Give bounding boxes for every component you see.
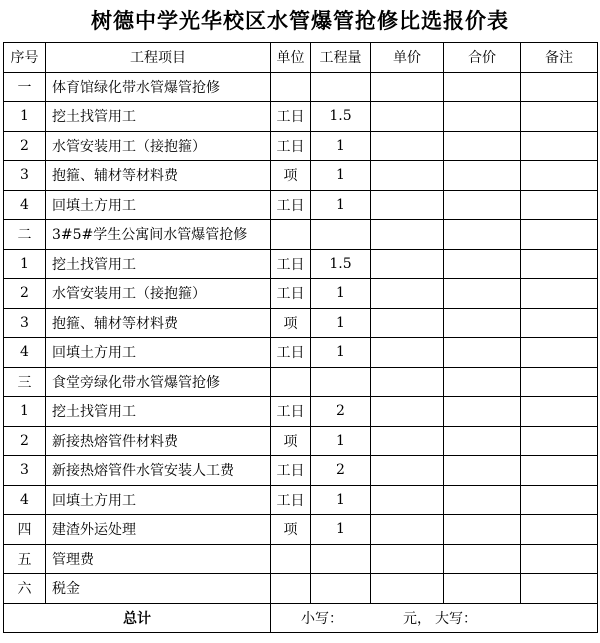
row-unit: 工日 xyxy=(271,397,311,427)
row-no: 2 xyxy=(4,279,46,309)
row-price[interactable] xyxy=(371,190,444,220)
row-note[interactable] xyxy=(521,131,598,161)
row-note[interactable] xyxy=(521,485,598,515)
row-no: 2 xyxy=(4,426,46,456)
row-item: 水管安装用工（接抱箍） xyxy=(46,279,271,309)
table-row xyxy=(4,279,598,309)
row-item: 抱箍、辅材等材料费 xyxy=(46,161,271,191)
row-no: 2 xyxy=(4,131,46,161)
row-qty: 1.5 xyxy=(311,102,371,132)
row-note[interactable] xyxy=(521,397,598,427)
row-total[interactable] xyxy=(444,72,521,102)
row-note[interactable] xyxy=(521,220,598,250)
row-price[interactable] xyxy=(371,249,444,279)
table-row xyxy=(4,220,598,250)
row-item: 回填土方用工 xyxy=(46,190,271,220)
row-price[interactable] xyxy=(371,574,444,604)
row-note[interactable] xyxy=(521,102,598,132)
row-price[interactable] xyxy=(371,485,444,515)
header-total: 合价 xyxy=(444,43,521,73)
row-total[interactable] xyxy=(444,485,521,515)
header-note: 备注 xyxy=(521,43,598,73)
row-no: 三 xyxy=(4,367,46,397)
header-row xyxy=(4,43,598,73)
table-body xyxy=(4,72,598,633)
row-price[interactable] xyxy=(371,515,444,545)
row-no: 1 xyxy=(4,249,46,279)
row-price[interactable] xyxy=(371,72,444,102)
row-item: 抱箍、辅材等材料费 xyxy=(46,308,271,338)
row-note[interactable] xyxy=(521,515,598,545)
table-row xyxy=(4,338,598,368)
row-qty: 1 xyxy=(311,485,371,515)
row-no: 1 xyxy=(4,397,46,427)
row-qty: 1 xyxy=(311,161,371,191)
row-note[interactable] xyxy=(521,367,598,397)
row-no: 六 xyxy=(4,574,46,604)
table-row xyxy=(4,72,598,102)
row-item: 回填土方用工 xyxy=(46,485,271,515)
row-total[interactable] xyxy=(444,338,521,368)
row-total[interactable] xyxy=(444,544,521,574)
row-qty: 1 xyxy=(311,190,371,220)
row-note[interactable] xyxy=(521,574,598,604)
row-item: 3#5#学生公寓间水管爆管抢修 xyxy=(46,220,271,250)
table-row xyxy=(4,131,598,161)
row-unit: 工日 xyxy=(271,485,311,515)
total-lower-label: 小写： xyxy=(301,610,343,627)
row-item: 水管安装用工（接抱箍） xyxy=(46,131,271,161)
header-unit: 单位 xyxy=(271,43,311,73)
row-unit: 项 xyxy=(271,515,311,545)
table-row xyxy=(4,397,598,427)
header-qty: 工程量 xyxy=(311,43,371,73)
row-item: 挖土找管用工 xyxy=(46,397,271,427)
row-qty xyxy=(311,72,371,102)
row-unit xyxy=(271,367,311,397)
row-qty: 2 xyxy=(311,397,371,427)
row-no: 二 xyxy=(4,220,46,250)
row-note[interactable] xyxy=(521,338,598,368)
row-price[interactable] xyxy=(371,338,444,368)
row-note[interactable] xyxy=(521,456,598,486)
row-note[interactable] xyxy=(521,544,598,574)
row-unit: 工日 xyxy=(271,279,311,309)
row-no: 五 xyxy=(4,544,46,574)
row-no: 1 xyxy=(4,102,46,132)
row-unit xyxy=(271,544,311,574)
row-price[interactable] xyxy=(371,161,444,191)
row-no: 3 xyxy=(4,161,46,191)
row-note[interactable] xyxy=(521,161,598,191)
row-total[interactable] xyxy=(444,249,521,279)
row-price[interactable] xyxy=(371,131,444,161)
row-price[interactable] xyxy=(371,397,444,427)
row-qty xyxy=(311,574,371,604)
row-no: 3 xyxy=(4,308,46,338)
row-total[interactable] xyxy=(444,574,521,604)
row-qty: 1 xyxy=(311,338,371,368)
row-total[interactable] xyxy=(444,131,521,161)
row-unit: 工日 xyxy=(271,456,311,486)
quotation-table xyxy=(3,42,598,633)
row-total[interactable] xyxy=(444,456,521,486)
row-qty: 1.5 xyxy=(311,249,371,279)
total-yuan-label: 元， xyxy=(403,610,431,627)
row-qty: 1 xyxy=(311,279,371,309)
table-row xyxy=(4,367,598,397)
header-price: 单价 xyxy=(371,43,444,73)
row-no: 4 xyxy=(4,485,46,515)
row-price[interactable] xyxy=(371,308,444,338)
row-unit: 工日 xyxy=(271,190,311,220)
row-price[interactable] xyxy=(371,279,444,309)
row-total[interactable] xyxy=(444,220,521,250)
row-unit xyxy=(271,574,311,604)
row-qty xyxy=(311,367,371,397)
total-label: 总计 xyxy=(4,603,271,633)
row-price[interactable] xyxy=(371,456,444,486)
row-price[interactable] xyxy=(371,102,444,132)
row-no: 一 xyxy=(4,72,46,102)
row-unit: 项 xyxy=(271,308,311,338)
table-row xyxy=(4,574,598,604)
row-note[interactable] xyxy=(521,426,598,456)
header-item: 工程项目 xyxy=(46,43,271,73)
table-row xyxy=(4,426,598,456)
row-qty: 1 xyxy=(311,308,371,338)
row-item: 税金 xyxy=(46,574,271,604)
row-price[interactable] xyxy=(371,220,444,250)
row-total[interactable] xyxy=(444,308,521,338)
total-amount-cell[interactable] xyxy=(271,603,598,633)
row-note[interactable] xyxy=(521,72,598,102)
row-item: 回填土方用工 xyxy=(46,338,271,368)
table-row xyxy=(4,308,598,338)
row-unit: 项 xyxy=(271,161,311,191)
header-no: 序号 xyxy=(4,43,46,73)
row-unit: 工日 xyxy=(271,102,311,132)
row-qty xyxy=(311,544,371,574)
row-qty: 1 xyxy=(311,515,371,545)
row-no: 4 xyxy=(4,190,46,220)
row-no: 4 xyxy=(4,338,46,368)
row-unit xyxy=(271,72,311,102)
page-title: 树德中学光华校区水管爆管抢修比选报价表 xyxy=(91,8,509,33)
table-row xyxy=(4,190,598,220)
row-no: 3 xyxy=(4,456,46,486)
row-price[interactable] xyxy=(371,426,444,456)
row-item: 体育馆绿化带水管爆管抢修 xyxy=(46,72,271,102)
row-unit: 工日 xyxy=(271,249,311,279)
row-note[interactable] xyxy=(521,249,598,279)
row-note[interactable] xyxy=(521,190,598,220)
row-total[interactable] xyxy=(444,426,521,456)
total-upper-label: 大写： xyxy=(435,610,477,627)
table-row xyxy=(4,544,598,574)
row-item: 食堂旁绿化带水管爆管抢修 xyxy=(46,367,271,397)
row-unit: 工日 xyxy=(271,131,311,161)
table-row xyxy=(4,161,598,191)
row-unit: 工日 xyxy=(271,338,311,368)
table-row xyxy=(4,249,598,279)
row-price[interactable] xyxy=(371,544,444,574)
row-unit: 项 xyxy=(271,426,311,456)
row-total[interactable] xyxy=(444,161,521,191)
row-item: 建渣外运处理 xyxy=(46,515,271,545)
table-row xyxy=(4,485,598,515)
row-total[interactable] xyxy=(444,102,521,132)
row-total[interactable] xyxy=(444,190,521,220)
row-item: 新接热熔管件材料费 xyxy=(46,426,271,456)
table-row xyxy=(4,456,598,486)
row-qty: 1 xyxy=(311,131,371,161)
row-total[interactable] xyxy=(444,515,521,545)
row-price[interactable] xyxy=(371,367,444,397)
row-total[interactable] xyxy=(444,279,521,309)
row-note[interactable] xyxy=(521,279,598,309)
row-item: 新接热熔管件水管安装人工费 xyxy=(46,456,271,486)
row-unit xyxy=(271,220,311,250)
total-row xyxy=(4,603,598,633)
row-no: 四 xyxy=(4,515,46,545)
row-item: 管理费 xyxy=(46,544,271,574)
row-note[interactable] xyxy=(521,308,598,338)
row-total[interactable] xyxy=(444,367,521,397)
row-item: 挖土找管用工 xyxy=(46,102,271,132)
table-row xyxy=(4,515,598,545)
row-qty: 2 xyxy=(311,456,371,486)
row-qty: 1 xyxy=(311,426,371,456)
table-row xyxy=(4,102,598,132)
row-item: 挖土找管用工 xyxy=(46,249,271,279)
row-qty xyxy=(311,220,371,250)
row-total[interactable] xyxy=(444,397,521,427)
